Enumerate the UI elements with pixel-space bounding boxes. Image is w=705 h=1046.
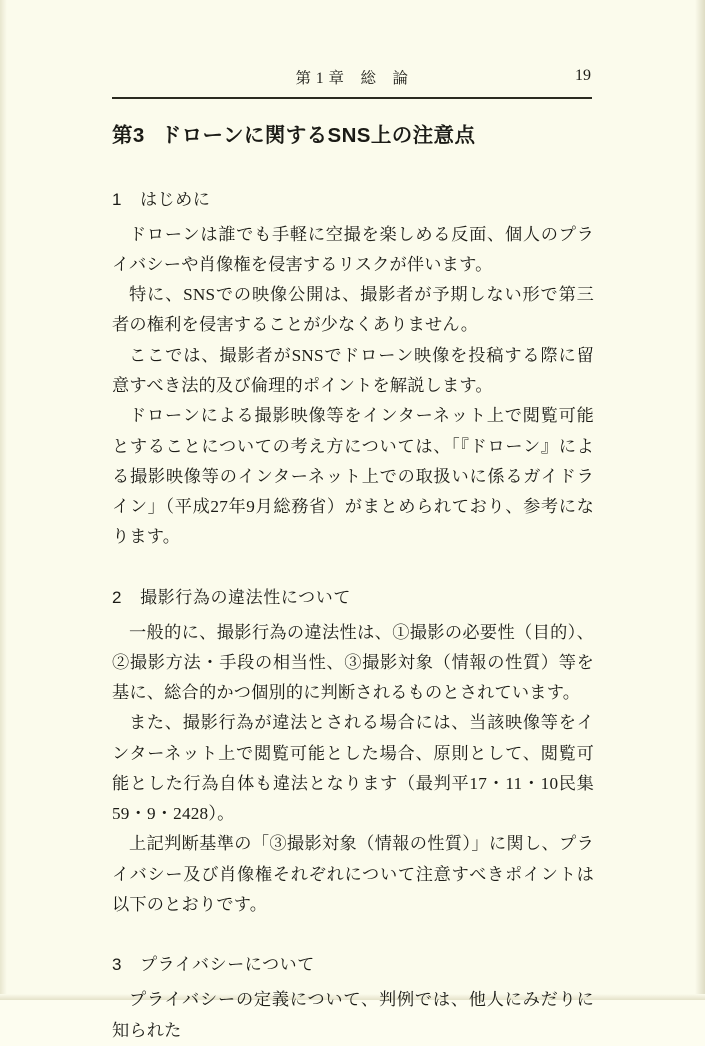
paragraph: ドローンによる撮影映像等をインターネット上で閲覧可能とすることについての考え方については、「『ドローン』による撮影映像等のインターネット上での取扱いに係るガイドライン」（平成27年9月総務省）がまとめられており、参考になります。: [112, 406, 594, 547]
paragraph: 特に、SNSでの映像公開は、撮影者が予期しない形で第三者の権利を侵害することが少なくありません。: [112, 285, 594, 335]
subsection-heading-3: [112, 950, 594, 975]
subsection-title-2: 撮影行為の違法性について: [140, 587, 351, 607]
subsection-title-1: はじめに: [140, 189, 211, 209]
section-title-text: ドローンに関するSNS上の注意点: [160, 124, 476, 147]
page-edge-shadow-left: [0, 0, 7, 1000]
running-head-chapter: 第 1 章 総 論: [295, 70, 409, 87]
paragraph: ここでは、撮影者がSNSでドローン映像を投稿する際に留意すべき法的及び倫理的ポイントを解説します。: [112, 345, 594, 396]
page-body: [112, 122, 594, 1046]
section-number: 第3: [112, 124, 145, 147]
paragraph: プライバシーの定義について、判例では、他人にみだりに知られた: [112, 990, 594, 1040]
header-rule: [112, 97, 592, 99]
subsection-number-3: 3: [112, 955, 123, 975]
subsection-number-2: 2: [112, 587, 123, 607]
paragraph: また、撮影行為が違法とされる場合には、当該映像等をインターネット上で閲覧可能とした場合、原則として、閲覧可能とした行為自体も違法となります（最判平17・11・10民集59・9・2428）。: [112, 713, 594, 824]
paragraph: 上記判断基準の「③撮影対象（情報の性質）」に関し、プライバシー及び肖像権それぞれについて注意すべきポイントは以下のとおりです。: [112, 834, 594, 914]
subsection-heading-1: [112, 185, 594, 210]
section-heading: [112, 122, 594, 151]
paragraph: 一般的に、撮影行為の違法性は、①撮影の必要性（目的）、②撮影方法・手段の相当性、③撮影対象（情報の性質）等を基に、総合的かつ個別的に判断されるものとされています。: [112, 622, 594, 703]
subsection-heading-2: [112, 583, 594, 608]
subsection-number-1: 1: [112, 189, 123, 209]
running-head: [113, 66, 591, 94]
page-number: 19: [575, 67, 591, 84]
subsection-title-3: プライバシーについて: [140, 955, 315, 975]
paragraph: ドローンは誰でも手軽に空撮を楽しめる反面、個人のプライバシーや肖像権を侵害するリスクが伴います。: [112, 224, 594, 274]
page-edge-shadow-right: [695, 0, 705, 1000]
